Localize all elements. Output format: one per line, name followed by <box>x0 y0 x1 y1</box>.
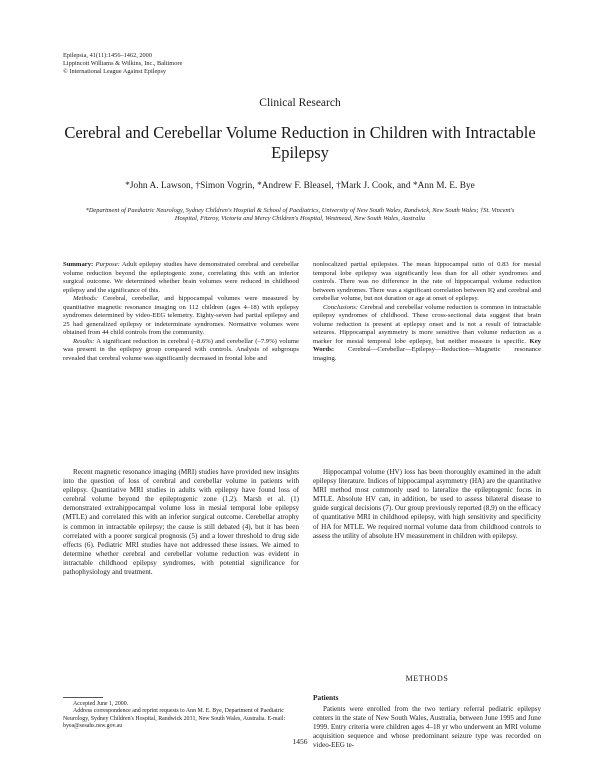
body-right-column <box>313 468 541 541</box>
keywords-text: Cerebral—Cerebellar—Epilepsy—Reduction—Magnetic resonance imaging. <box>313 346 541 363</box>
results-label: Results: <box>73 337 95 345</box>
methods-text: Cerebral, cerebellar, and hippocampal volumes were measured by quantitative magnetic resonance imaging on 112 children (ages 4–18) with epilepsy syndromes determined by video-EEG telemetry. Eighty-seven had partial epilepsy and 25 had generalized epilepsy or indeterminate syndromes. Normative volumes were obtained from 44 child controls from the community. <box>63 295 299 337</box>
patients-heading: Patients <box>313 693 339 702</box>
paper-title: Cerebral and Cerebellar Volume Reduction in Children with Intractable Epilepsy <box>64 123 536 162</box>
conclusions-label: Conclusions: <box>323 303 359 311</box>
abstract-conclusions <box>313 304 541 364</box>
section-label: Clinical Research <box>259 97 341 109</box>
results-text: A significant reduction in cerebral (–8.6%) and cerebellar (–7.9%) volume was present in the epilepsy group compared with controls. Analysis of subgroups revealed that cerebral volume was significantly decreased in frontal lobe and <box>63 337 299 363</box>
body-left-column <box>63 468 299 577</box>
page-number: 1456 <box>292 737 308 746</box>
summary-label: Summary: <box>63 261 94 268</box>
journal-header <box>63 52 182 75</box>
abstract-left-column <box>63 261 299 364</box>
keywords-label: Key Words: <box>313 337 541 354</box>
affiliation: *Department of Paediatric Neurology, Sydney Children's Hospital & School of Paediatrics, University of New South Wales, Randwick, New South Wales; †St. Vincent's Hospital, Fitzroy, Victoria and Mercy Children's Hospital, Westmead, New South Wales, Australia <box>85 207 515 223</box>
correspondence-address: Address correspondence and reprint requests to Ann M. E. Bye, Department of Paediatric Neurology, Sydney Children's Hospital, Randwick 2031, New South Wales, Australia. E-mail: byea@sesahs.nsw.gov.au <box>63 708 286 729</box>
publisher-line: Lippincott Williams & Wilkins, Inc., Baltimore <box>63 59 183 67</box>
author-list: *John A. Lawson, †Simon Vogrin, *Andrew F. Bleasel, †Mark J. Cook, and *Ann M. E. Bye <box>125 181 475 191</box>
conclusions-text: Cerebral and cerebellar volume reduction is common in intractable epilepsy syndromes of childhood. These cross-sectional data suggest that brain volume reduction is present at epilepsy onset and is not a result of intractable seizures. Hippocampal asymmetry is more sensitive than volume reduction as a marker for mesial temporal lobe epilepsy, but neither measure is specific. <box>313 303 541 345</box>
footnote <box>63 701 299 730</box>
purpose-label: Purpose: <box>95 261 120 268</box>
patients-paragraph: Patients were enrolled from the two tertiary referral pediatric epilepsy centers in the state of New South Wales, Australia, between June 1995 and June 1999. Entry criteria were children ages 4–18 yr who underwent an MRI volume acquisition sequence and whose predominant seizure type was recorded on video-EEG te- <box>313 705 541 750</box>
abstract-right-column <box>313 261 541 364</box>
purpose-text: Adult epilepsy studies have demonstrated cerebral and cerebellar volume reduction beyond the epileptogenic zone, correlating this with an inferior surgical outcome. We determined whether brain volumes were reduced in childhood epilepsy and the significance of this. <box>63 261 299 294</box>
intro-paragraph: Recent magnetic resonance imaging (MRI) studies have provided new insights into the question of loss of cerebral and cerebellar volume in patients with epilepsy. Quantitative MRI studies in adults with epilepsy have found loss of cerebral volume beyond the epileptogenic zone (1,2). Marsh et al. (1) demonstrated extrahippocampal volume loss in mesial temporal lobe epilepsy (MTLE) and correlated this with an inferior surgical outcome. Cerebellar atrophy is common in intractable epilepsy; the cause is still debated (4), but it has been correlated with a poorer surgical prognosis (5) and a lower threshold to drug side effects (6). Pediatric MRI studies have not addressed these issues. We aimed to determine whether cerebral and cerebellar volume reduction was evident in intractable childhood epilepsy syndromes, with potential significance for pathophysiology and treatment. <box>63 468 299 577</box>
abstract-results <box>63 338 299 364</box>
abstract-purpose <box>63 261 299 295</box>
methods-heading: METHODS <box>405 674 449 683</box>
journal-citation: Epilepsia, 41(11):1456–1462, 2000 <box>63 52 152 59</box>
copyright-line: © International League Against Epilepsy <box>63 67 167 75</box>
abstract-results-continued: nonlocalized partial epilepsies. The mean hippocampal ratio of 0.83 for mesial temporal lobe epilepsy was significantly less than for all other syndromes and controls. There was no difference in the rate of hippocampal volume reduction between syndromes. There was a significant correlation between IQ and cerebral and cerebellar volume, but not duration or age at onset of epilepsy. <box>313 261 541 303</box>
hippocampal-paragraph: Hippocampal volume (HV) loss has been thoroughly examined in the adult epilepsy literature. Indices of hippocampal asymmetry (HA) are the quantitative MRI method most commonly used to lateralize the epileptogenic focus in MTLE. Absolute HV can, in addition, be used to assess bilateral disease to guide surgical decisions (7). Our group previously reported (8,9) on the efficacy of quantitative MRI in childhood epilepsy, with high sensitivity and specificity of HA for MTLE. We required normal volume data from childhood controls to assess the utility of absolute HV measurement in children with epilepsy. <box>313 468 541 540</box>
footnote-rule <box>63 697 103 698</box>
accepted-date: Accepted June 1, 2000. <box>73 701 129 707</box>
abstract-methods <box>63 295 299 338</box>
methods-label: Methods: <box>73 295 99 303</box>
